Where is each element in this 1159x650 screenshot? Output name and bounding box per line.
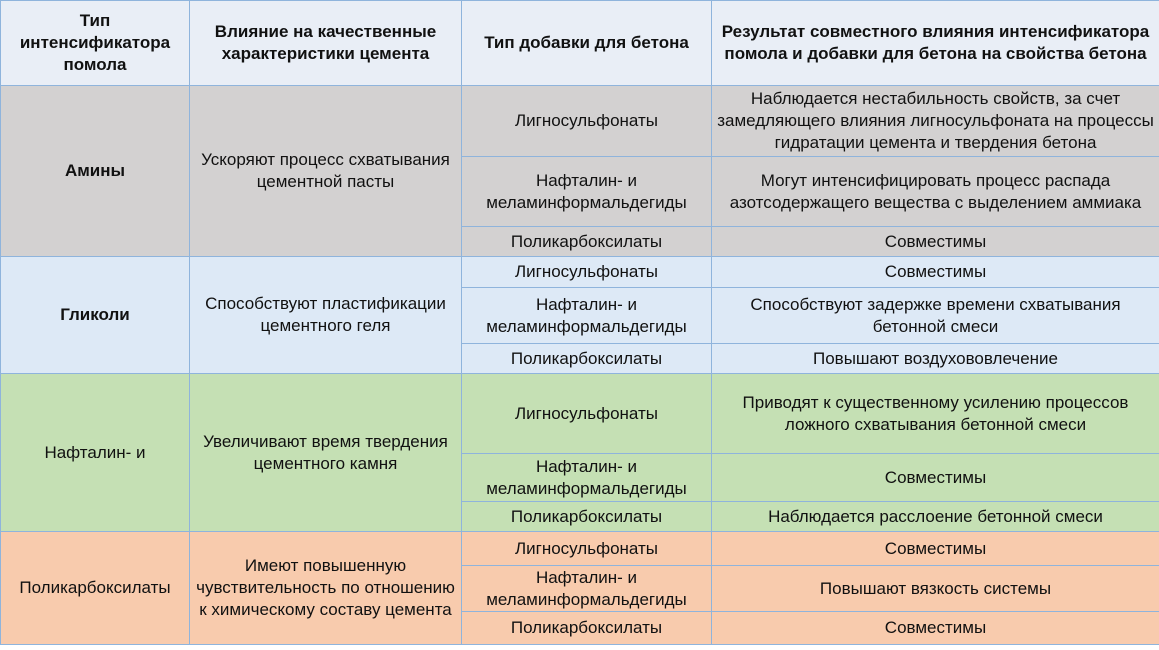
result-cell: Совместимы (712, 227, 1159, 257)
result-cell: Совместимы (712, 612, 1159, 645)
grinding-type-cell: Нафталин- и (1, 374, 190, 532)
additive-cell: Нафталин- и меламинформальдегиды (462, 157, 712, 227)
result-cell: Могут интенсифицировать процесс распада азотсодержащего вещества с выделением аммиака (712, 157, 1159, 227)
result-cell: Способствуют задержке времени схватывания бетонной смеси (712, 288, 1159, 344)
header-cement-influence: Влияние на качественные характеристики цемента (190, 1, 462, 86)
additive-cell: Лигносульфонаты (462, 374, 712, 454)
additive-cell: Поликарбоксилаты (462, 612, 712, 645)
result-cell: Повышают воздухововлечение (712, 344, 1159, 374)
result-cell: Наблюдается расслоение бетонной смеси (712, 502, 1159, 532)
influence-cell: Имеют повышенную чувствительность по отношению к химическому составу цемента (190, 532, 462, 645)
additive-cell: Нафталин- и меламинформальдегиды (462, 566, 712, 612)
result-cell: Повышают вязкость системы (712, 566, 1159, 612)
additive-cell: Поликарбоксилаты (462, 344, 712, 374)
header-row (1, 1, 1159, 86)
header-grinding-type: Тип интенсификатора помола (1, 1, 190, 86)
additive-cell: Нафталин- и меламинформальдегиды (462, 454, 712, 502)
table-row (1, 86, 1159, 157)
table-row (1, 532, 1159, 566)
additive-cell: Лигносульфонаты (462, 532, 712, 566)
additive-cell: Лигносульфонаты (462, 257, 712, 288)
grinding-type-cell: Поликарбоксилаты (1, 532, 190, 645)
additive-cell: Нафталин- и меламинформальдегиды (462, 288, 712, 344)
influence-cell: Увеличивают время твердения цементного камня (190, 374, 462, 532)
grinding-type-cell: Амины (1, 86, 190, 257)
additive-cell: Поликарбоксилаты (462, 502, 712, 532)
influence-cell: Способствуют пластификации цементного геля (190, 257, 462, 374)
header-additive-type: Тип добавки для бетона (462, 1, 712, 86)
result-cell: Совместимы (712, 257, 1159, 288)
influence-cell: Ускоряют процесс схватывания цементной пасты (190, 86, 462, 257)
result-cell: Совместимы (712, 454, 1159, 502)
result-cell: Приводят к существенному усилению процессов ложного схватывания бетонной смеси (712, 374, 1159, 454)
grinding-type-cell: Гликоли (1, 257, 190, 374)
table-row (1, 374, 1159, 454)
result-cell: Совместимы (712, 532, 1159, 566)
result-cell: Наблюдается нестабильность свойств, за счет замедляющего влияния лигносульфоната на процессы гидратации цемента и твердения бетона (712, 86, 1159, 157)
additive-cell: Поликарбоксилаты (462, 227, 712, 257)
table-row (1, 257, 1159, 288)
additive-cell: Лигносульфонаты (462, 86, 712, 157)
header-combined-result: Результат совместного влияния интенсификатора помола и добавки для бетона на свойства бетона (712, 1, 1159, 86)
